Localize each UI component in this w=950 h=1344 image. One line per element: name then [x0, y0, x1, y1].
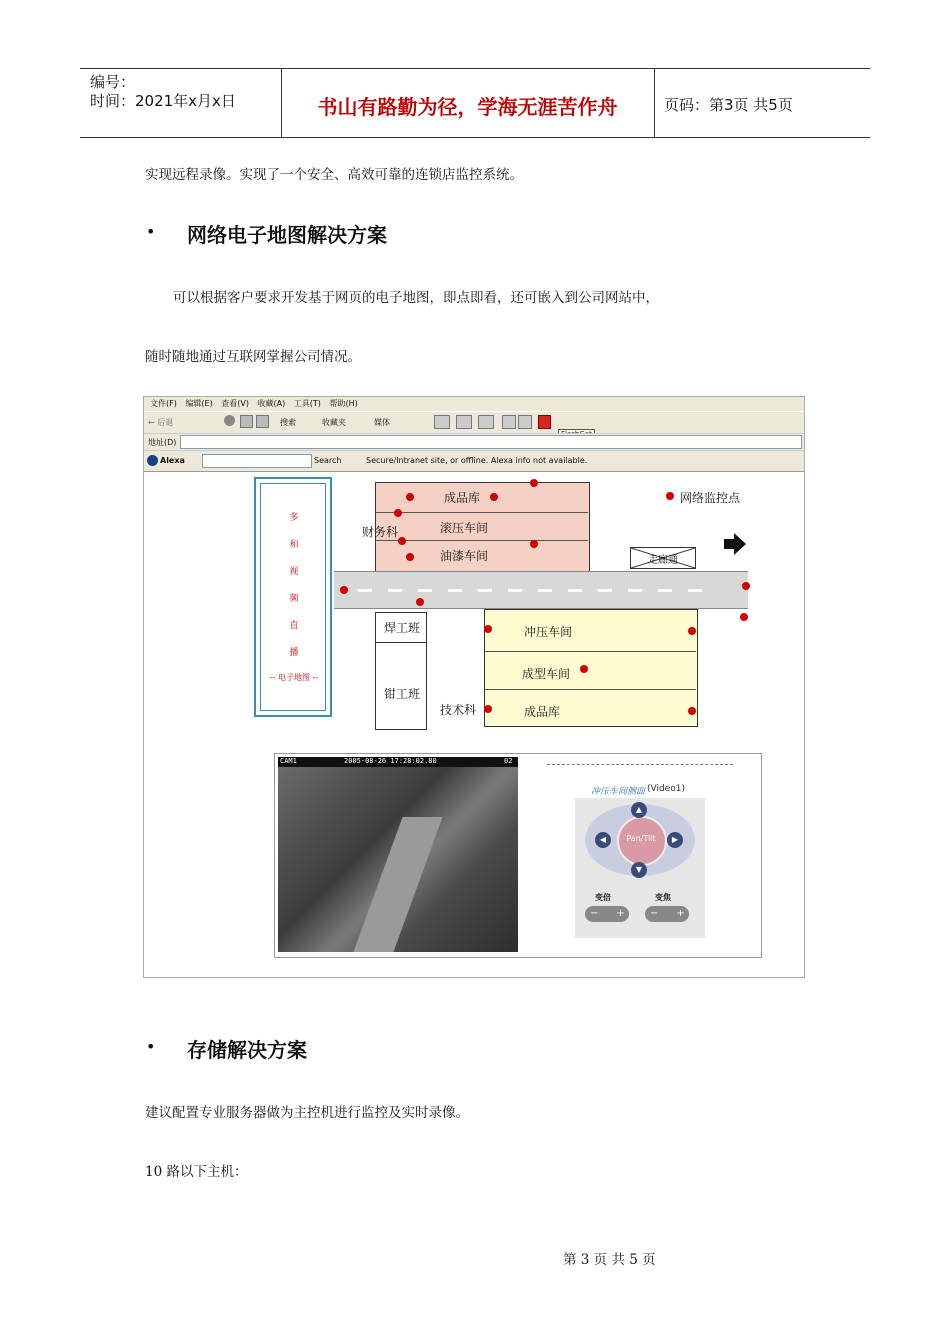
- menu-item[interactable]: 文件(F): [150, 399, 177, 408]
- focus-in-icon[interactable]: +: [676, 908, 685, 919]
- alexa-status: Secure/Intranet site, or offline. Alexa info not available.: [366, 456, 588, 465]
- section-title: 网络电子地图解决方案: [187, 223, 387, 247]
- room-label: 成型车间: [522, 667, 571, 681]
- paragraph: 实现远程录像。实现了一个安全、高效可靠的连锁店监控系统。: [145, 167, 523, 183]
- address-input[interactable]: [180, 435, 802, 449]
- room-label: 焊工班: [384, 621, 421, 635]
- road-dash: [688, 589, 702, 592]
- camera-point-icon[interactable]: [340, 586, 348, 594]
- media-button[interactable]: 媒体: [374, 418, 390, 427]
- lower-building: [484, 609, 698, 727]
- refresh-icon[interactable]: [240, 415, 253, 428]
- camera-point-icon[interactable]: [580, 665, 588, 673]
- mail-icon[interactable]: [434, 415, 450, 429]
- favorites-button[interactable]: 收藏夹: [322, 418, 346, 427]
- arrow-right-icon: [724, 533, 746, 559]
- camera-point-icon[interactable]: [688, 707, 696, 715]
- video-id: (Video1): [647, 784, 685, 794]
- menu-item[interactable]: 收藏(A): [257, 399, 286, 408]
- camera-point-icon[interactable]: [484, 705, 492, 713]
- camera-point-icon[interactable]: [740, 613, 748, 621]
- address-label: 地址(D): [148, 438, 177, 447]
- focus-label: 变焦: [655, 893, 671, 902]
- bullet-icon: •: [146, 222, 156, 241]
- room-label: 冲压车间: [524, 625, 573, 639]
- page-footer: 第 3 页 共 5 页: [563, 1252, 656, 1268]
- tilt-up-icon[interactable]: ▲: [631, 802, 647, 818]
- search-button[interactable]: 搜索: [280, 418, 296, 427]
- room-label: 滚压车间: [440, 521, 489, 535]
- ptz-label: Pan/Tilt: [626, 834, 656, 843]
- road-dash: [568, 589, 582, 592]
- paragraph: 随时随地通过互联网掌握公司情况。: [145, 349, 361, 365]
- page-label: 页码：第3页 共5页: [664, 96, 793, 114]
- video-panel: [274, 753, 762, 958]
- camera-point-icon[interactable]: [490, 493, 498, 501]
- focus-control[interactable]: [645, 906, 689, 922]
- browser-toolbar: [144, 411, 804, 434]
- osd-time: 2005-08-26 17:28:02.80: [344, 757, 437, 765]
- road-dash: [628, 589, 642, 592]
- road-dash: [448, 589, 462, 592]
- ptz-control: [575, 798, 705, 938]
- room-label: 钳工班: [384, 687, 421, 701]
- left-nav-inner: [260, 483, 326, 711]
- header-meta: [90, 73, 236, 111]
- divider: [376, 512, 588, 513]
- time-label: 时间：2021年x月x日: [90, 92, 236, 110]
- stop-icon[interactable]: [224, 415, 235, 426]
- menu-item[interactable]: 帮助(H): [329, 399, 358, 408]
- legend-label: 网络监控点: [680, 491, 741, 505]
- pan-right-icon[interactable]: ▶: [667, 832, 683, 848]
- zoom-label: 变倍: [595, 893, 611, 902]
- browser-screenshot: [143, 396, 805, 978]
- road-dash: [508, 589, 522, 592]
- messenger-icon[interactable]: [518, 415, 532, 429]
- camera-point-icon[interactable]: [530, 479, 538, 487]
- camera-point-icon[interactable]: [742, 582, 750, 590]
- nav-char: 多: [289, 513, 299, 523]
- camera-point-icon[interactable]: [484, 625, 492, 633]
- nav-char: 频: [289, 594, 299, 604]
- tilt-down-icon[interactable]: ▼: [631, 862, 647, 878]
- gate-label: 走廊通: [648, 555, 678, 566]
- flashget-icon[interactable]: [538, 415, 551, 429]
- road-dash: [658, 589, 672, 592]
- room-label: 成品库: [444, 491, 481, 505]
- section-title: 存储解决方案: [187, 1038, 307, 1062]
- pan-left-icon[interactable]: ◀: [595, 832, 611, 848]
- paragraph: 可以根据客户要求开发基于网页的电子地图，即点即看，还可嵌入到公司网站中，: [173, 290, 659, 306]
- camera-point-icon[interactable]: [398, 537, 406, 545]
- osd-id: 02: [504, 757, 513, 765]
- alexa-search-input[interactable]: [202, 454, 312, 468]
- room-label: 技术科: [440, 703, 477, 717]
- video-title: 冲压车间侧面: [591, 787, 646, 797]
- camera-point-icon[interactable]: [406, 553, 414, 561]
- paragraph: 10 路以下主机：: [145, 1164, 248, 1180]
- paragraph: 建议配置专业服务器做为主控机进行监控及实时录像。: [145, 1105, 469, 1121]
- road-dash: [418, 589, 432, 592]
- room-label: 油漆车间: [440, 549, 489, 563]
- left-nav-panel: [254, 477, 332, 717]
- alexa-logo-icon: [147, 455, 158, 466]
- road: [334, 571, 748, 609]
- discuss-icon[interactable]: [502, 415, 516, 429]
- osd-cam: CAM1: [280, 757, 297, 765]
- room-label: 成品库: [524, 705, 561, 719]
- camera-point-icon[interactable]: [394, 509, 402, 517]
- alexa-toolbar: [144, 450, 804, 472]
- alexa-search-button[interactable]: Search: [314, 456, 342, 465]
- divider: [485, 651, 696, 652]
- menu-item[interactable]: 工具(T): [293, 399, 321, 408]
- zoom-control[interactable]: [585, 906, 629, 922]
- road-dash: [358, 589, 372, 592]
- focus-out-icon[interactable]: −: [650, 908, 659, 919]
- alexa-brand: Alexa: [160, 456, 185, 465]
- camera-point-icon[interactable]: [406, 493, 414, 501]
- osd-bar: [278, 757, 518, 767]
- number-label: 编号：: [90, 73, 136, 91]
- nav-char: 和: [289, 540, 299, 550]
- back-button[interactable]: ← 后退: [148, 418, 174, 427]
- menu-bar: [144, 397, 804, 411]
- print-icon[interactable]: [456, 415, 472, 429]
- separator: [547, 764, 733, 766]
- menu-item[interactable]: 编辑(E): [185, 399, 213, 408]
- menu-item[interactable]: 查看(V): [221, 399, 249, 408]
- camera-point-icon[interactable]: [530, 540, 538, 548]
- road-dash: [538, 589, 552, 592]
- divider: [485, 689, 696, 690]
- divider: [376, 540, 588, 541]
- header-table: [80, 68, 870, 138]
- camera-point-icon[interactable]: [416, 598, 424, 606]
- camera-point-icon[interactable]: [688, 627, 696, 635]
- road-dash: [598, 589, 612, 592]
- zoom-out-icon[interactable]: −: [590, 908, 599, 919]
- address-bar: [144, 433, 804, 450]
- motto: 书山有路勤为径，学海无涯苦作舟: [317, 95, 618, 119]
- nav-char: 播: [289, 648, 299, 658]
- room-label: 财务科: [362, 525, 399, 539]
- road-dash: [388, 589, 402, 592]
- bullet-icon: •: [146, 1037, 156, 1056]
- road-dash: [478, 589, 492, 592]
- nav-char: 直: [289, 621, 299, 631]
- home-icon[interactable]: [256, 415, 269, 428]
- zoom-in-icon[interactable]: +: [616, 908, 625, 919]
- emap-link[interactable]: -- 电子地图 --: [269, 673, 319, 682]
- legend-dot-icon: [666, 492, 674, 500]
- nav-char: 视: [289, 567, 299, 577]
- edit-icon[interactable]: [478, 415, 494, 429]
- camera-feed[interactable]: [278, 757, 518, 952]
